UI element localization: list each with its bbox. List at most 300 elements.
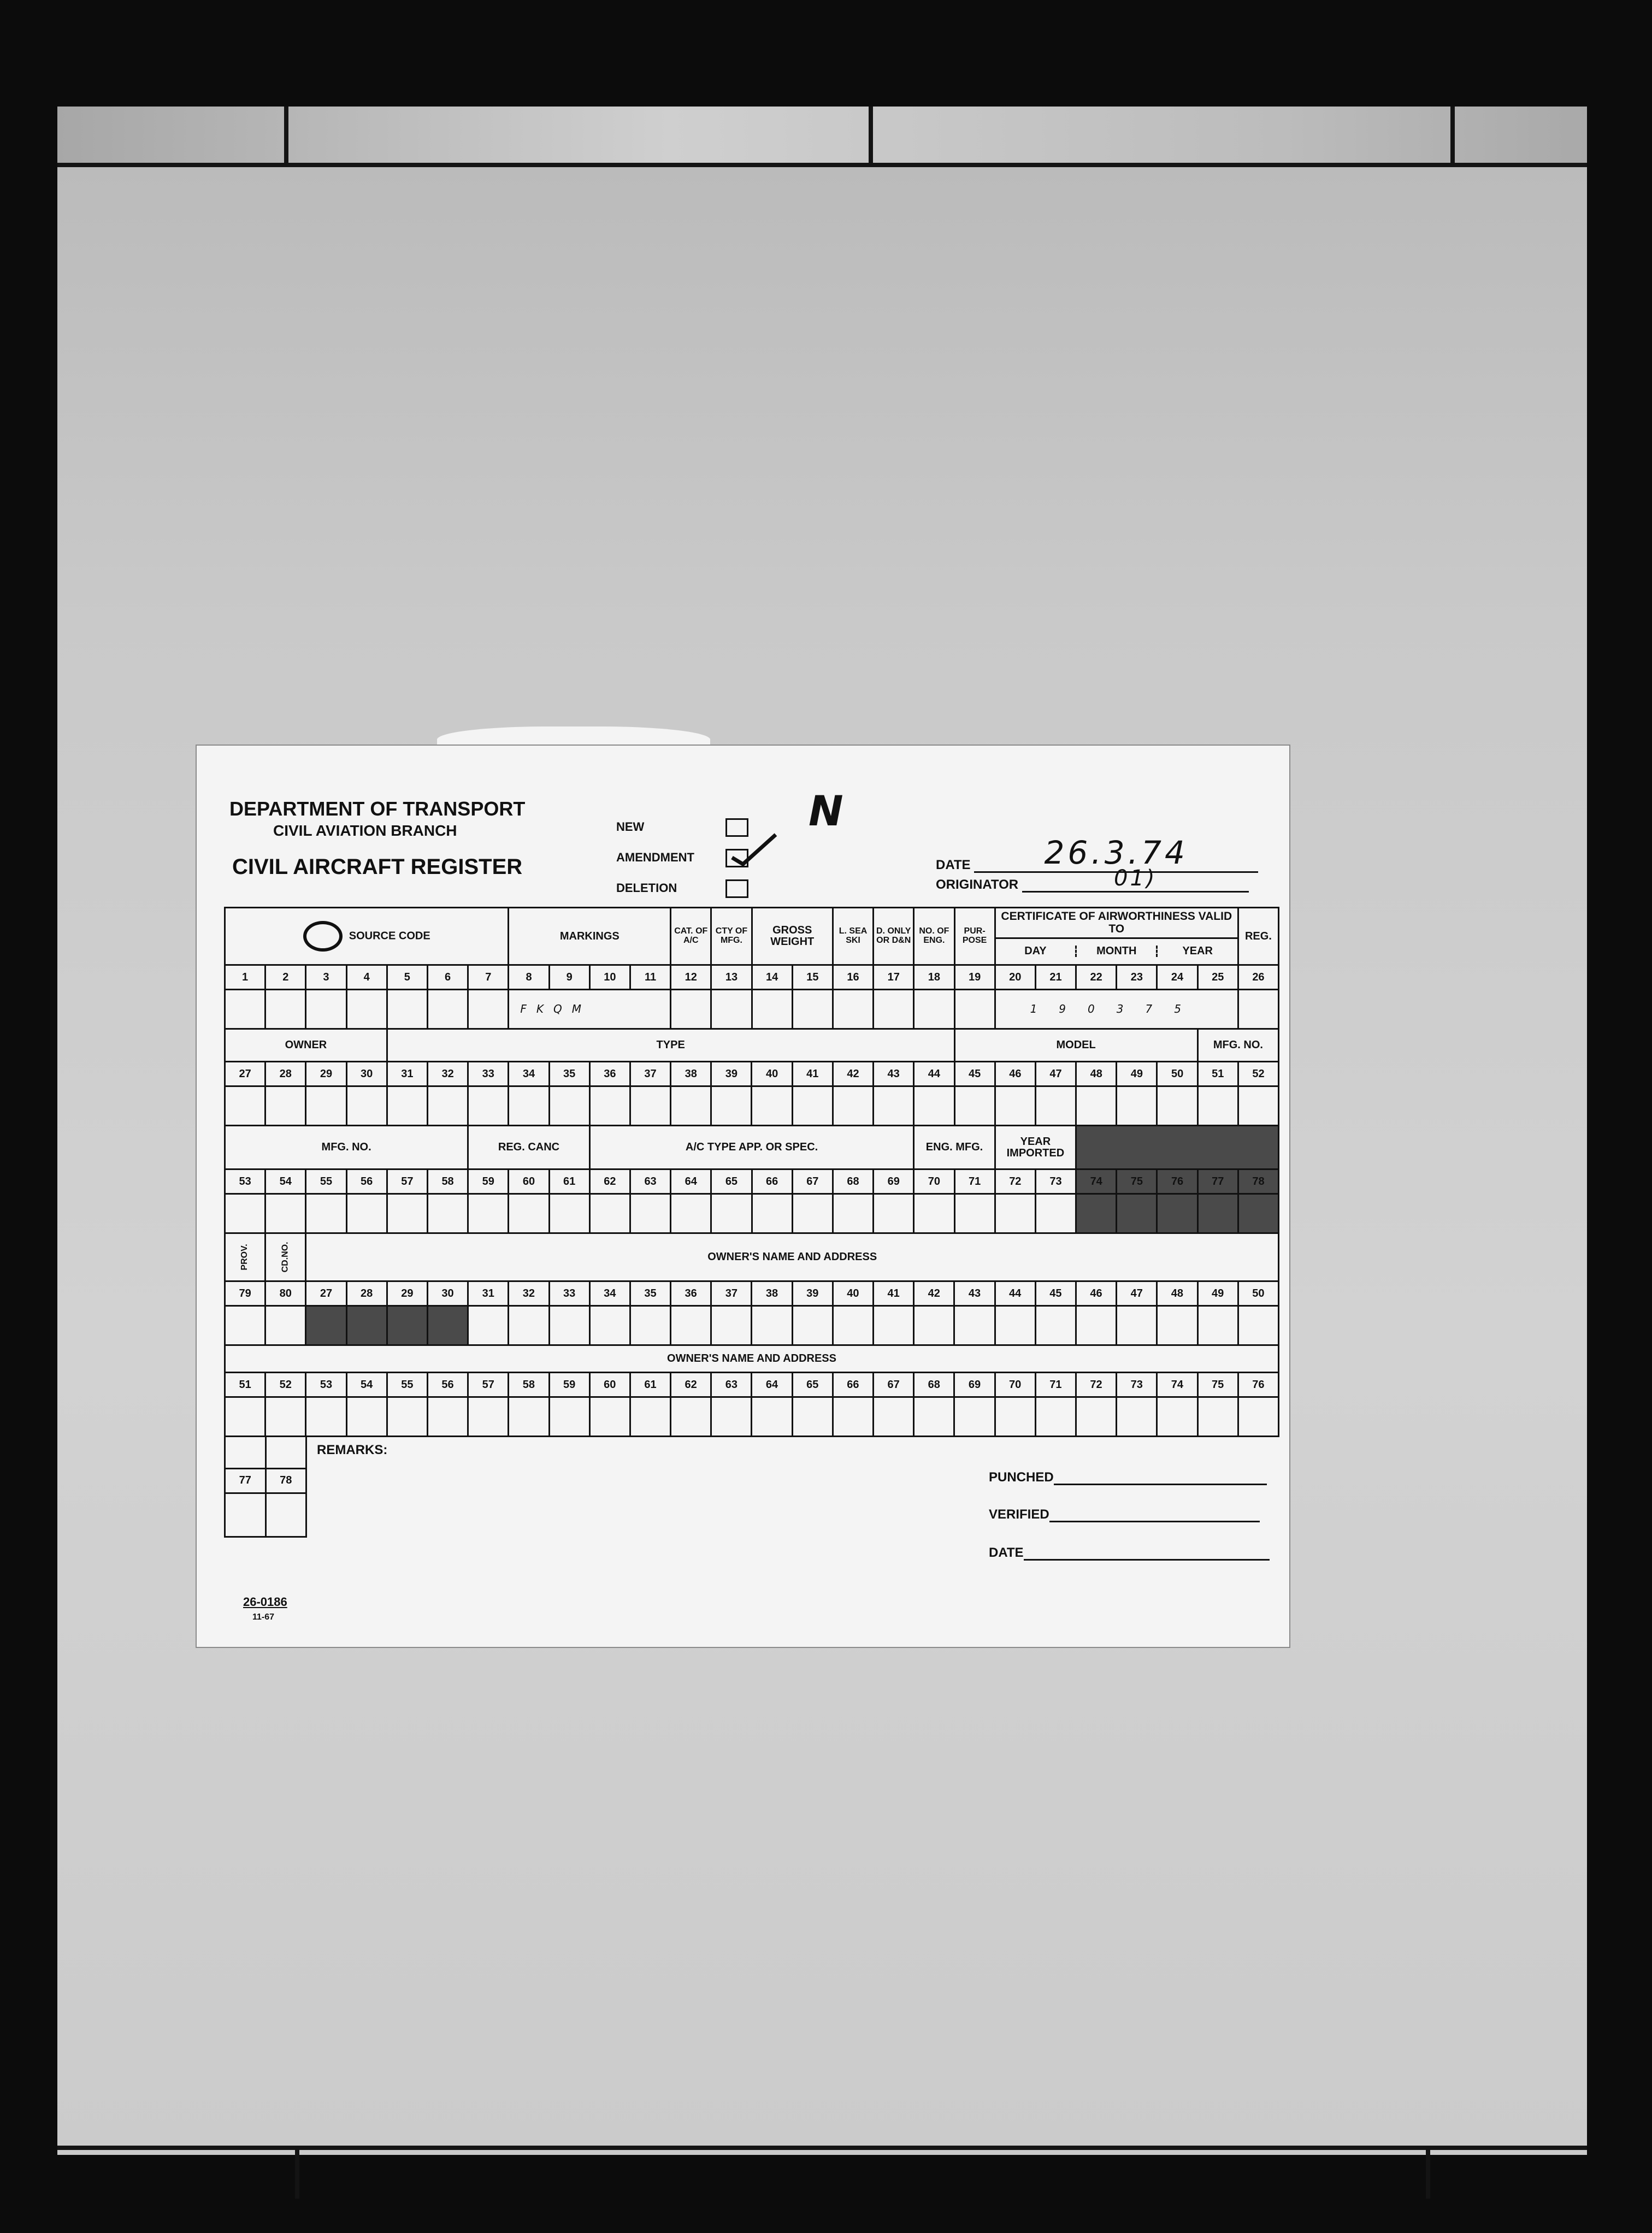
entry-cell[interactable] xyxy=(427,1397,468,1437)
spacer-cell xyxy=(225,1436,266,1468)
entry-cell[interactable] xyxy=(954,1194,995,1233)
col-num: 48 xyxy=(1157,1281,1197,1306)
entry-cell[interactable] xyxy=(1117,1086,1157,1126)
entry-cell[interactable] xyxy=(225,1397,266,1437)
col-num: 31 xyxy=(387,1062,427,1086)
entry-cell[interactable] xyxy=(792,990,833,1029)
col-num: 5 xyxy=(387,965,427,990)
bottom-divider-2 xyxy=(1426,2149,1430,2199)
col-num: 46 xyxy=(995,1062,1035,1086)
col-num: 36 xyxy=(589,1062,630,1086)
col-num: 24 xyxy=(1157,965,1197,990)
entry-cell[interactable] xyxy=(1238,1086,1278,1126)
entry-cell[interactable] xyxy=(1197,1397,1238,1437)
deletion-label: DELETION xyxy=(616,881,677,895)
entry-cell[interactable] xyxy=(387,1086,427,1126)
entry-cell[interactable] xyxy=(468,1086,509,1126)
entry-cell[interactable] xyxy=(711,1397,752,1437)
top-divider-1 xyxy=(284,107,288,167)
col-num: 56 xyxy=(427,1373,468,1397)
entry-cell[interactable] xyxy=(1076,1306,1116,1345)
entry-cell[interactable] xyxy=(1238,990,1278,1029)
entry-cell[interactable] xyxy=(225,1493,266,1537)
col-num: 69 xyxy=(954,1373,995,1397)
entry-cell[interactable] xyxy=(1076,1086,1117,1126)
entry-cell[interactable] xyxy=(549,1306,589,1345)
col-num: 70 xyxy=(914,1169,954,1194)
entry-cell[interactable] xyxy=(549,1086,589,1126)
entry-cell[interactable] xyxy=(914,1086,954,1126)
month-label: MONTH xyxy=(1075,946,1156,957)
entry-cell[interactable] xyxy=(995,1194,1035,1233)
entry-cell[interactable] xyxy=(711,1086,752,1126)
entry-cell[interactable] xyxy=(752,1397,792,1437)
col-num: 51 xyxy=(225,1373,266,1397)
entry-cell[interactable] xyxy=(954,1086,995,1126)
no-eng-header: NO. OF ENG. xyxy=(914,908,954,965)
col-num: 71 xyxy=(1035,1373,1076,1397)
verified-label: VERIFIED xyxy=(989,1507,1049,1522)
entry-cell[interactable] xyxy=(630,1086,670,1126)
entry-cell[interactable] xyxy=(509,1306,549,1345)
col-num: 49 xyxy=(1117,1062,1157,1086)
col-num: 65 xyxy=(711,1169,752,1194)
stain-mark-icon xyxy=(303,921,343,952)
entry-cell[interactable] xyxy=(387,990,427,1029)
col-num: 61 xyxy=(630,1373,670,1397)
entry-cell[interactable] xyxy=(306,1194,346,1233)
entry-cell[interactable] xyxy=(833,990,873,1029)
col-num: 43 xyxy=(954,1281,995,1306)
entry-cell[interactable] xyxy=(1157,1306,1197,1345)
col-num: 67 xyxy=(874,1373,914,1397)
entry-cell[interactable] xyxy=(1035,1306,1076,1345)
col-num: 63 xyxy=(630,1169,670,1194)
entry-cell[interactable] xyxy=(509,1397,549,1437)
col-num: 36 xyxy=(671,1281,711,1306)
col-num: 39 xyxy=(711,1062,752,1086)
entry-cell[interactable] xyxy=(711,1306,752,1345)
form-date: 11-67 xyxy=(252,1612,275,1622)
top-divider-3 xyxy=(1450,107,1455,167)
col-num: 58 xyxy=(427,1169,468,1194)
col-num: 73 xyxy=(1035,1169,1076,1194)
col-num: 66 xyxy=(752,1169,792,1194)
col-num: 51 xyxy=(1197,1062,1238,1086)
col-num: 44 xyxy=(914,1062,954,1086)
entry-cell[interactable] xyxy=(1157,1397,1197,1437)
col-num: 37 xyxy=(630,1062,670,1086)
entry-cell[interactable] xyxy=(589,1086,630,1126)
entry-cell[interactable] xyxy=(954,1397,995,1437)
register-form-grid xyxy=(224,907,1278,1560)
row5-table xyxy=(224,1344,1279,1437)
footer-date-label: DATE xyxy=(989,1545,1024,1560)
entry-cell[interactable] xyxy=(671,1397,711,1437)
col-num-shaded: 78 xyxy=(1238,1169,1278,1194)
col-num: 69 xyxy=(874,1169,914,1194)
shaded-area xyxy=(1076,1126,1279,1169)
col-num: 67 xyxy=(792,1169,833,1194)
purpose-header: PUR- POSE xyxy=(954,908,995,965)
date-value: 26.3.74 xyxy=(974,834,1258,873)
bottom-rule xyxy=(57,2146,1587,2150)
col-num: 15 xyxy=(792,965,833,990)
col-num-shaded: 76 xyxy=(1157,1169,1197,1194)
amendment-option[interactable] xyxy=(616,849,748,867)
entry-cell[interactable] xyxy=(833,1194,873,1233)
prov-header xyxy=(225,1233,266,1281)
entry-cell[interactable] xyxy=(954,1306,995,1345)
year-label: YEAR xyxy=(1156,946,1237,957)
dept-title: DEPARTMENT OF TRANSPORT xyxy=(229,798,526,820)
col-num: 28 xyxy=(346,1281,387,1306)
entry-cell[interactable] xyxy=(468,1397,509,1437)
card-footer xyxy=(224,1437,1278,1560)
col-num: 27 xyxy=(225,1062,266,1086)
owner-header: OWNER xyxy=(225,1029,387,1062)
entry-cell[interactable] xyxy=(671,1086,711,1126)
col-num: 68 xyxy=(914,1373,954,1397)
entry-cell[interactable] xyxy=(589,1306,630,1345)
entry-cell[interactable] xyxy=(874,1086,914,1126)
col-num: 10 xyxy=(589,965,630,990)
col-num: 57 xyxy=(468,1373,509,1397)
spacer-cell xyxy=(266,1436,306,1468)
col-num: 68 xyxy=(833,1169,873,1194)
entry-cell[interactable] xyxy=(630,1306,670,1345)
col-num: 49 xyxy=(1197,1281,1238,1306)
deletion-checkbox[interactable] xyxy=(725,879,748,898)
entry-cell[interactable] xyxy=(630,1194,670,1233)
col-num: 33 xyxy=(468,1062,509,1086)
col-num: 53 xyxy=(225,1169,266,1194)
entry-cell[interactable] xyxy=(711,1194,752,1233)
entry-cell[interactable] xyxy=(792,1397,833,1437)
entry-cell[interactable] xyxy=(468,990,509,1029)
col-num: 38 xyxy=(752,1281,792,1306)
col-num: 39 xyxy=(792,1281,833,1306)
entry-cell[interactable] xyxy=(914,1194,954,1233)
originator-field[interactable] xyxy=(936,866,1249,893)
entry-cell[interactable] xyxy=(1197,1306,1238,1345)
col-num: 42 xyxy=(914,1281,954,1306)
col-num: 31 xyxy=(468,1281,509,1306)
entry-cell[interactable] xyxy=(752,990,792,1029)
col-num-shaded: 75 xyxy=(1117,1169,1157,1194)
col-num: 30 xyxy=(346,1062,387,1086)
entry-cell[interactable] xyxy=(874,1397,914,1437)
entry-cell[interactable] xyxy=(266,1493,306,1537)
col-num: 26 xyxy=(1238,965,1278,990)
col-num: 79 xyxy=(225,1281,266,1306)
entry-cell[interactable] xyxy=(589,1397,630,1437)
entry-cell[interactable] xyxy=(914,1397,954,1437)
col-num: 18 xyxy=(914,965,954,990)
year-imported-header: YEAR IMPORTED xyxy=(995,1126,1076,1169)
entry-cell[interactable] xyxy=(468,1194,509,1233)
footer-date-field[interactable] xyxy=(989,1545,1270,1561)
col-num: 64 xyxy=(752,1373,792,1397)
punched-line xyxy=(1054,1484,1267,1485)
col-num: 40 xyxy=(752,1062,792,1086)
col-num: 42 xyxy=(833,1062,873,1086)
verified-line xyxy=(1049,1521,1260,1522)
row3-table xyxy=(224,1125,1279,1234)
entry-cell[interactable] xyxy=(1238,1306,1278,1345)
col-num: 47 xyxy=(1117,1281,1157,1306)
entry-cell[interactable] xyxy=(346,1397,387,1437)
row1-table xyxy=(224,907,1279,1030)
col-num: 60 xyxy=(589,1373,630,1397)
col-num: 33 xyxy=(549,1281,589,1306)
cat-header: CAT. OF A/C xyxy=(671,908,711,965)
entry-cell[interactable] xyxy=(833,1086,873,1126)
entry-cell[interactable] xyxy=(346,1194,387,1233)
entry-cell[interactable] xyxy=(1117,1397,1157,1437)
col-num: 72 xyxy=(995,1169,1035,1194)
entry-cell[interactable] xyxy=(752,1086,792,1126)
entry-cell[interactable] xyxy=(711,990,752,1029)
shaded-cell xyxy=(306,1306,346,1345)
row2-table xyxy=(224,1028,1279,1126)
entry-cell[interactable] xyxy=(1035,1194,1076,1233)
lsea-header: L. SEA SKI xyxy=(833,908,873,965)
source-code-label: SOURCE CODE xyxy=(349,930,430,942)
col-num: 54 xyxy=(266,1169,306,1194)
shaded-cell xyxy=(427,1306,468,1345)
d-only-header: D. ONLY OR D&N xyxy=(874,908,914,965)
entry-cell[interactable] xyxy=(387,1397,427,1437)
col-num: 34 xyxy=(589,1281,630,1306)
entry-cell[interactable] xyxy=(833,1306,873,1345)
col-num: 50 xyxy=(1238,1281,1278,1306)
entry-cell[interactable] xyxy=(630,1397,670,1437)
entry-cell[interactable] xyxy=(306,990,346,1029)
entry-cell[interactable] xyxy=(874,1194,914,1233)
entry-cell[interactable] xyxy=(914,990,954,1029)
col-num: 23 xyxy=(1117,965,1157,990)
model-header: MODEL xyxy=(954,1029,1197,1062)
entry-cell[interactable] xyxy=(752,1194,792,1233)
mfg-no-header: MFG. NO. xyxy=(1197,1029,1278,1062)
col-num: 75 xyxy=(1197,1373,1238,1397)
entry-cell[interactable] xyxy=(306,1086,346,1126)
entry-cell[interactable] xyxy=(1197,1086,1238,1126)
entry-cell[interactable] xyxy=(874,990,914,1029)
originator-label: ORIGINATOR xyxy=(936,877,1019,892)
cty-header: CTY OF MFG. xyxy=(711,908,752,965)
entry-cell[interactable] xyxy=(549,1397,589,1437)
col-num: 70 xyxy=(995,1373,1035,1397)
col-num: 28 xyxy=(266,1062,306,1086)
col-num: 29 xyxy=(306,1062,346,1086)
originator-value: 01) xyxy=(1022,866,1249,893)
entry-cell[interactable] xyxy=(1035,1397,1076,1437)
col-num: 9 xyxy=(549,965,589,990)
entry-cell[interactable] xyxy=(427,990,468,1029)
entry-cell[interactable] xyxy=(346,1086,387,1126)
entry-cell[interactable] xyxy=(1117,1306,1157,1345)
entry-cell[interactable] xyxy=(387,1194,427,1233)
col-num: 4 xyxy=(346,965,387,990)
entry-cell[interactable] xyxy=(1157,1086,1197,1126)
col-num-shaded: 74 xyxy=(1076,1169,1117,1194)
new-option[interactable] xyxy=(616,818,748,837)
col-num: 62 xyxy=(671,1373,711,1397)
col-num: 60 xyxy=(509,1169,549,1194)
entry-cell[interactable] xyxy=(509,1194,549,1233)
source-code-header xyxy=(225,908,509,965)
entry-cell[interactable] xyxy=(225,1306,266,1345)
entry-cell[interactable] xyxy=(914,1306,954,1345)
entry-cell[interactable] xyxy=(1238,1397,1278,1437)
entry-cell[interactable] xyxy=(266,1194,306,1233)
col-num: 65 xyxy=(792,1373,833,1397)
markings-entry[interactable]: FKQM xyxy=(509,990,671,1029)
shaded-cell xyxy=(1076,1194,1117,1233)
col-num: 41 xyxy=(874,1281,914,1306)
col-num: 43 xyxy=(874,1062,914,1086)
col-num-shaded: 77 xyxy=(1197,1169,1238,1194)
cert-entry[interactable]: 190375 xyxy=(995,990,1238,1029)
col-num: 45 xyxy=(954,1062,995,1086)
branch-title: CIVIL AVIATION BRANCH xyxy=(273,822,457,839)
entry-cell[interactable] xyxy=(468,1306,509,1345)
col-num: 73 xyxy=(1117,1373,1157,1397)
col-num: 59 xyxy=(549,1373,589,1397)
col-num: 7 xyxy=(468,965,509,990)
col-num: 44 xyxy=(995,1281,1035,1306)
entry-cell[interactable] xyxy=(427,1086,468,1126)
col-num: 63 xyxy=(711,1373,752,1397)
col-num: 52 xyxy=(266,1373,306,1397)
entry-cell[interactable] xyxy=(752,1306,792,1345)
col-num: 11 xyxy=(630,965,670,990)
amendment-label: AMENDMENT xyxy=(616,850,694,864)
top-divider-2 xyxy=(869,107,873,167)
col-num: 59 xyxy=(468,1169,509,1194)
entry-cell[interactable] xyxy=(671,1194,711,1233)
shaded-cell xyxy=(1197,1194,1238,1233)
deletion-option[interactable] xyxy=(616,879,748,898)
col-num: 74 xyxy=(1157,1373,1197,1397)
entry-cell[interactable] xyxy=(266,990,306,1029)
reg-canc-header: REG. CANC xyxy=(468,1126,590,1169)
entry-cell[interactable] xyxy=(589,1194,630,1233)
entry-cell[interactable] xyxy=(427,1194,468,1233)
entry-cell[interactable] xyxy=(792,1086,833,1126)
col-num: 27 xyxy=(306,1281,346,1306)
entry-cell[interactable] xyxy=(266,1306,306,1345)
footer-date-line xyxy=(1024,1559,1270,1561)
col-num: 76 xyxy=(1238,1373,1278,1397)
col-num: 55 xyxy=(387,1373,427,1397)
punched-field[interactable] xyxy=(989,1470,1267,1485)
ac-type-header: A/C TYPE APP. OR SPEC. xyxy=(589,1126,914,1169)
entry-cell[interactable] xyxy=(995,1397,1035,1437)
entry-cell[interactable] xyxy=(671,1306,711,1345)
col-num: 53 xyxy=(306,1373,346,1397)
col-num: 38 xyxy=(671,1062,711,1086)
register-title: CIVIL AIRCRAFT REGISTER xyxy=(232,855,523,879)
col-num: 22 xyxy=(1076,965,1117,990)
entry-cell[interactable] xyxy=(995,1306,1035,1345)
verified-field[interactable] xyxy=(989,1507,1260,1522)
owners-name-header: OWNER'S NAME AND ADDRESS xyxy=(306,1233,1279,1281)
col-num: 64 xyxy=(671,1169,711,1194)
col-num: 45 xyxy=(1035,1281,1076,1306)
col-num: 35 xyxy=(630,1281,670,1306)
entry-cell[interactable] xyxy=(833,1397,873,1437)
col-num: 32 xyxy=(427,1062,468,1086)
handwritten-mark: N xyxy=(809,787,843,835)
col-num: 17 xyxy=(874,965,914,990)
entry-cell[interactable] xyxy=(1035,1086,1076,1126)
shaded-cell xyxy=(346,1306,387,1345)
entry-cell[interactable] xyxy=(874,1306,914,1345)
cert-header xyxy=(995,908,1238,965)
col-num: 29 xyxy=(387,1281,427,1306)
day-label: DAY xyxy=(1024,945,1047,958)
col-num: 32 xyxy=(509,1281,549,1306)
entry-cell[interactable] xyxy=(225,1086,266,1126)
col-num: 48 xyxy=(1076,1062,1117,1086)
entry-cell[interactable] xyxy=(266,1397,306,1437)
col-num: 66 xyxy=(833,1373,873,1397)
markings-header: MARKINGS xyxy=(509,908,671,965)
entry-cell[interactable] xyxy=(306,1397,346,1437)
entry-cell[interactable] xyxy=(225,990,266,1029)
col-num: 47 xyxy=(1035,1062,1076,1086)
cdno-header xyxy=(266,1233,306,1281)
gross-weight-header: GROSS WEIGHT xyxy=(752,908,833,965)
owners-name-header-2: OWNER'S NAME AND ADDRESS xyxy=(225,1345,1279,1373)
col-num: 35 xyxy=(549,1062,589,1086)
shaded-cell xyxy=(1238,1194,1278,1233)
entry-cell[interactable] xyxy=(1076,1397,1116,1437)
col-num: 54 xyxy=(346,1373,387,1397)
shaded-cell xyxy=(1157,1194,1197,1233)
date-label: DATE xyxy=(936,858,971,872)
mfg-no-header-2: MFG. NO. xyxy=(225,1126,468,1169)
shaded-cell xyxy=(387,1306,427,1345)
shaded-cell xyxy=(1117,1194,1157,1233)
col-num: 50 xyxy=(1157,1062,1197,1086)
entry-cell[interactable] xyxy=(792,1194,833,1233)
col-num: 19 xyxy=(954,965,995,990)
entry-cell[interactable] xyxy=(995,1086,1035,1126)
entry-cell[interactable] xyxy=(509,1086,549,1126)
entry-cell[interactable] xyxy=(792,1306,833,1345)
col-num: 37 xyxy=(711,1281,752,1306)
col-num: 1 xyxy=(225,965,266,990)
col-num: 25 xyxy=(1197,965,1238,990)
col-num: 71 xyxy=(954,1169,995,1194)
punched-label: PUNCHED xyxy=(989,1470,1054,1485)
entry-cell[interactable] xyxy=(225,1194,266,1233)
entry-cell[interactable] xyxy=(266,1086,306,1126)
entry-cell[interactable] xyxy=(549,1194,589,1233)
entry-cell[interactable] xyxy=(671,990,711,1029)
entry-cell[interactable] xyxy=(954,990,995,1029)
form-number: 26-0186 xyxy=(243,1595,287,1609)
col-num: 34 xyxy=(509,1062,549,1086)
col-num: 78 xyxy=(266,1468,306,1493)
col-num: 3 xyxy=(306,965,346,990)
col-num: 12 xyxy=(671,965,711,990)
entry-cell[interactable] xyxy=(346,990,387,1029)
